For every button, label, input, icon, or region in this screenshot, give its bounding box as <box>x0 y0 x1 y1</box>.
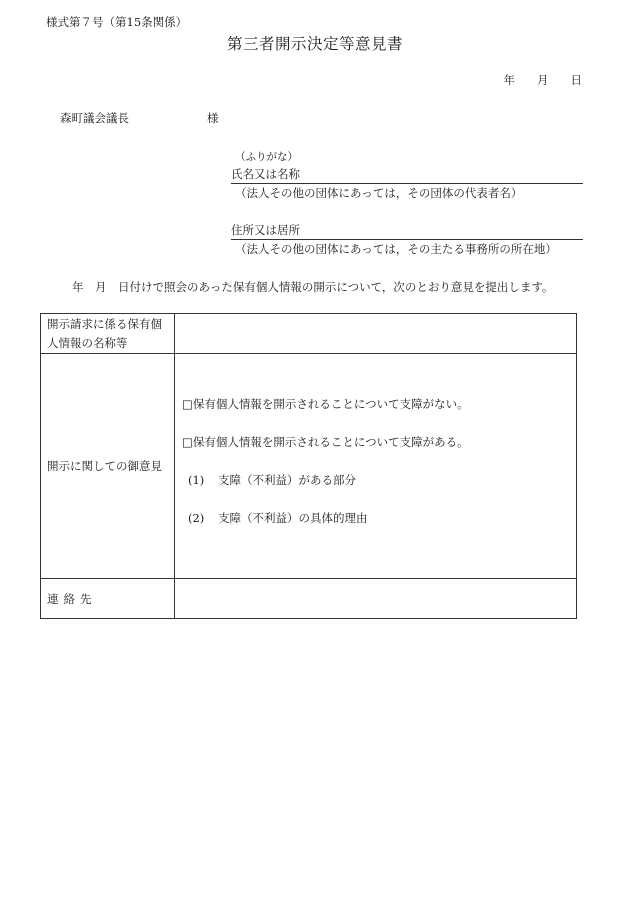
table-row <box>41 579 577 619</box>
option-issue-checkbox[interactable]: □保有個人情報を開示されることについて支障がある。 <box>182 435 469 449</box>
opinion-field <box>175 354 577 579</box>
name-label: 氏名又は名称 <box>231 167 300 181</box>
sub-item-reason <box>188 510 368 526</box>
option-no-issue-checkbox[interactable]: □保有個人情報を開示されることについて支障がない。 <box>182 397 469 411</box>
opinion-table <box>40 313 577 619</box>
form-number: 様式第７号（第15条関係） <box>46 15 188 29</box>
furigana-label: （ふりがな） <box>235 151 298 163</box>
sub-item-affected-part <box>188 472 356 488</box>
sub-item-text: 支障（不利益）の具体的理由 <box>218 511 368 525</box>
table-row <box>41 354 577 579</box>
info-name-field[interactable] <box>175 314 577 354</box>
date-month: 月 <box>537 73 549 87</box>
info-name-label-line2: 人情報の名称等 <box>47 336 128 350</box>
sub-item-number: (2) <box>188 511 205 525</box>
addressee-name: 森町議会議長 <box>60 111 129 125</box>
name-field[interactable] <box>231 166 583 184</box>
date-year: 年 <box>503 73 515 87</box>
name-note: （法人その他の団体にあっては，その団体の代表者名） <box>235 186 523 200</box>
contact-label: 連絡先 <box>41 579 175 619</box>
info-name-label <box>41 314 175 354</box>
date-day: 日 <box>570 73 582 87</box>
opinion-statement: 年 月 日付けで照会のあった保有個人情報の開示について，次のとおり意見を提出します。 <box>72 280 554 294</box>
addressee-honorific: 様 <box>207 111 219 125</box>
address-note: （法人その他の団体にあっては，その主たる事務所の所在地） <box>235 242 557 256</box>
address-label: 住所又は居所 <box>231 223 300 237</box>
table-row <box>41 314 577 354</box>
sub-item-number: (1) <box>188 473 205 487</box>
info-name-label-line1: 開示請求に係る保有個 <box>47 317 162 331</box>
document-title: 第三者開示決定等意見書 <box>226 35 403 53</box>
contact-field[interactable] <box>175 579 577 619</box>
sub-item-text: 支障（不利益）がある部分 <box>218 473 356 487</box>
date-line <box>504 72 583 88</box>
address-field[interactable] <box>231 222 583 240</box>
opinion-label: 開示に関しての御意見 <box>41 354 175 579</box>
